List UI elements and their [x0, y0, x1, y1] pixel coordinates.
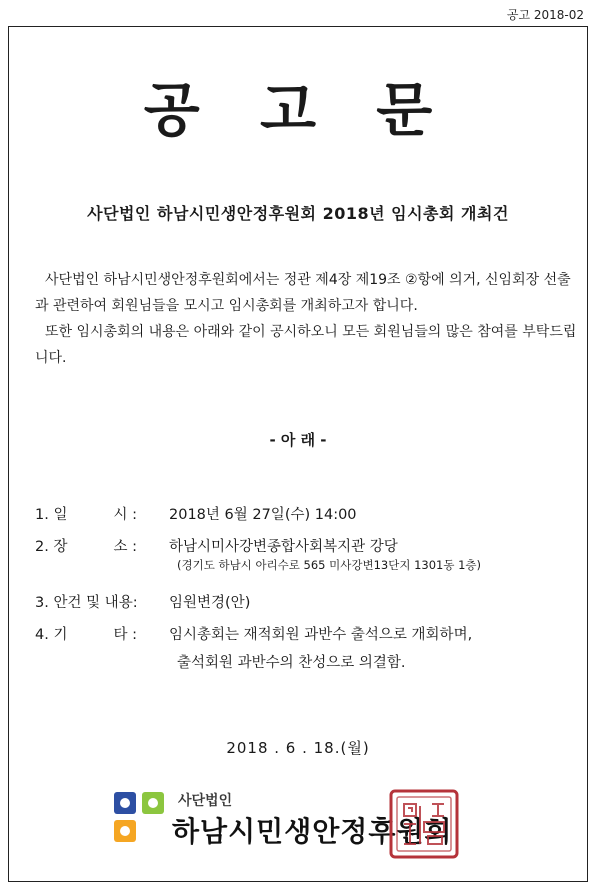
item-other — [35, 617, 585, 649]
item-value: 2018년 6월 27일(수) 14:00 — [169, 506, 357, 523]
notice-date: 2018 . 6 . 18.(월) — [226, 739, 370, 757]
organization-prefix: 사단법인 — [178, 793, 233, 809]
item-other-continued: 출석회원 과반수의 찬성으로 의결함. — [177, 655, 406, 671]
notice-body — [35, 267, 583, 371]
body-paragraph-2: 또한 임시총회의 내용은 아래와 같이 공시하오니 모든 회원님들의 많은 참여를 부탁드립니다. — [35, 324, 577, 366]
item-value: 하남시미사강변종합사회복지관 강당 — [169, 538, 398, 555]
details-list — [35, 497, 585, 677]
item-agenda — [35, 585, 585, 617]
body-paragraph-1: 사단법인 하남시민생안정후원회에서는 정관 제4장 제19조 ②항에 의거, 신임회장 선출과 관련하여 회원님들을 모시고 임시총회를 개최하고자 합니다. — [35, 272, 571, 314]
item-label: 1. 일 시 : — [35, 506, 138, 523]
item-value: 임원변경(안) — [169, 594, 251, 611]
item-datetime — [35, 497, 585, 529]
organization-logo-icon — [112, 790, 170, 848]
item-label: 4. 기 타 : — [35, 626, 138, 643]
official-seal-icon — [388, 788, 460, 860]
below-heading: - 아 래 - — [269, 431, 327, 449]
notice-number: 공고 2018-02 — [506, 8, 584, 22]
notice-subject: 사단법인 하남시민생안정후원회 2018년 임시총회 개최건 — [87, 204, 509, 223]
item-label: 3. 안건 및 내용: — [35, 594, 138, 611]
item-label: 2. 장 소 : — [35, 538, 138, 555]
item-value: 임시총회는 재적회원 과반수 출석으로 개회하며, — [169, 626, 473, 643]
organization-name: 하남시민생안정후원회 — [172, 815, 453, 848]
venue-address: (경기도 하남시 아리수로 565 미사강변13단지 1301동 1층) — [177, 558, 482, 572]
notice-frame — [8, 26, 588, 882]
page-title: 공 고 문 — [143, 76, 453, 144]
